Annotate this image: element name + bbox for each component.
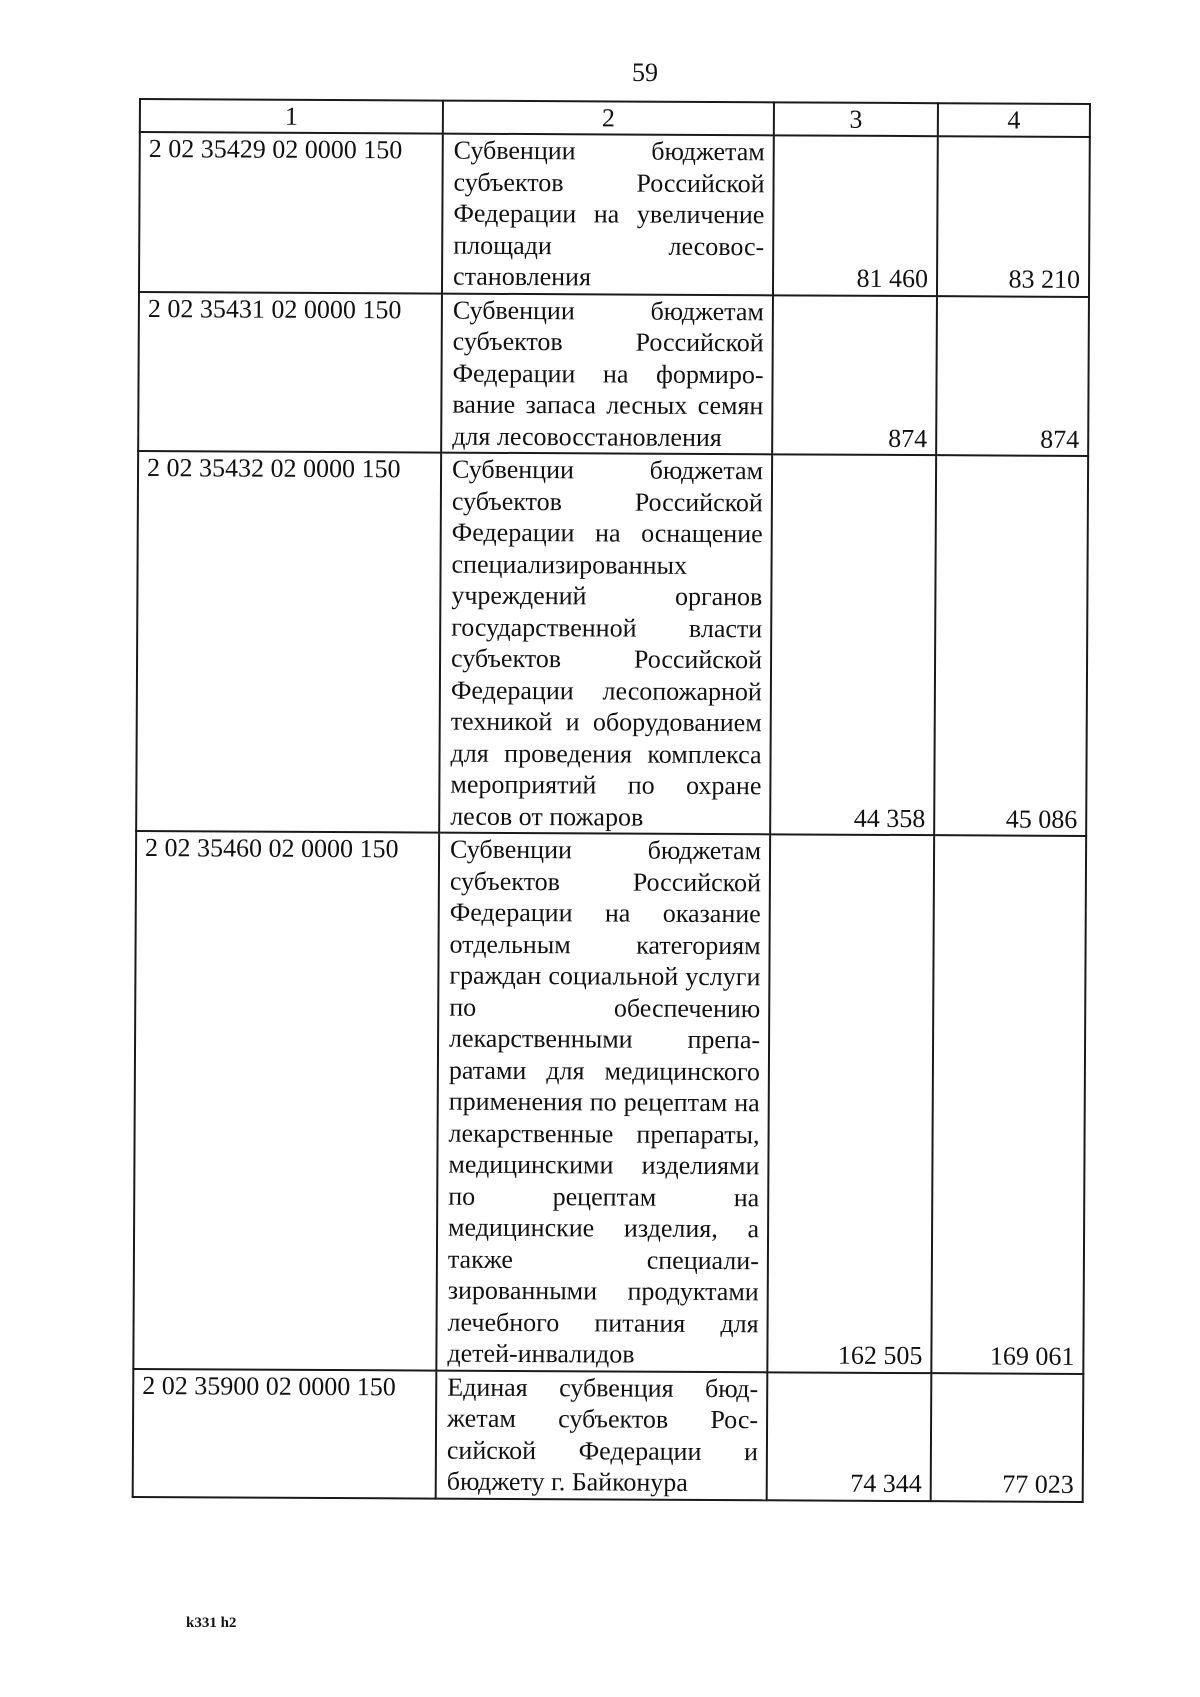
amount-column-3: 74 344	[767, 1372, 932, 1501]
amount-column-4: 77 023	[931, 1373, 1084, 1502]
amount-column-4: 83 210	[937, 136, 1090, 296]
amount-column-4: 169 061	[931, 835, 1086, 1373]
amount-column-3: 162 505	[767, 834, 934, 1372]
amount-column-4: 45 086	[934, 455, 1088, 836]
table-row	[133, 831, 1086, 1373]
budget-code: 2 02 35460 02 0000 150	[133, 831, 439, 1370]
column-header-1: 1	[140, 99, 443, 134]
budget-table	[132, 98, 1091, 1502]
column-header-3: 3	[774, 102, 938, 136]
table-row	[136, 451, 1088, 836]
budget-code: 2 02 35429 02 0000 150	[139, 132, 443, 293]
page-number: 59	[632, 58, 658, 87]
table-row	[138, 292, 1089, 456]
amount-column-4: 874	[936, 296, 1089, 456]
row-description: Субвенции бюджетам субъектов Российской Федерации на оснащение специализированных учреждений органов государственной власти субъектов Российской Федерации лесопожарной техникой и оборудованием для проведения комплекса мероприятий по охране лесов от пожаров	[439, 453, 772, 835]
amount-column-3: 44 358	[770, 454, 936, 835]
row-description: Субвенции бюджетам субъектов Российской Федерации на формирование запаса лесных семян для лесовосстановления	[441, 293, 773, 454]
table-row	[139, 132, 1090, 296]
amount-column-3: 81 460	[773, 135, 938, 295]
amount-column-3: 874	[772, 295, 937, 455]
column-header-4: 4	[938, 103, 1090, 137]
budget-code: 2 02 35432 02 0000 150	[136, 451, 441, 833]
column-header-2: 2	[443, 101, 774, 136]
budget-code: 2 02 35900 02 0000 150	[133, 1368, 437, 1498]
budget-code: 2 02 35431 02 0000 150	[138, 292, 442, 453]
row-description: Субвенции бюджетам субъектов Российской Федерации на увеличение площади лесовосстановления	[442, 134, 774, 295]
footer-document-code: k331 h2	[186, 1615, 237, 1631]
row-description: Единая субвенция бюджетам субъектов Российской Федерации и бюджету г. Байконура	[436, 1370, 768, 1500]
row-description: Субвенции бюджетам субъектов Российской Федерации на оказание отдельным категориям граждан социальной услуги по обеспечению лекарственными препаратами для медицинского применения по рецептам на лекарственные препараты, медицинскими изделиями по рецептам на медицинские изделия, а также специализированными продуктами лечебного питания для детей-инвалидов	[436, 833, 770, 1372]
table-row	[133, 1368, 1084, 1501]
header-row	[140, 99, 1090, 137]
